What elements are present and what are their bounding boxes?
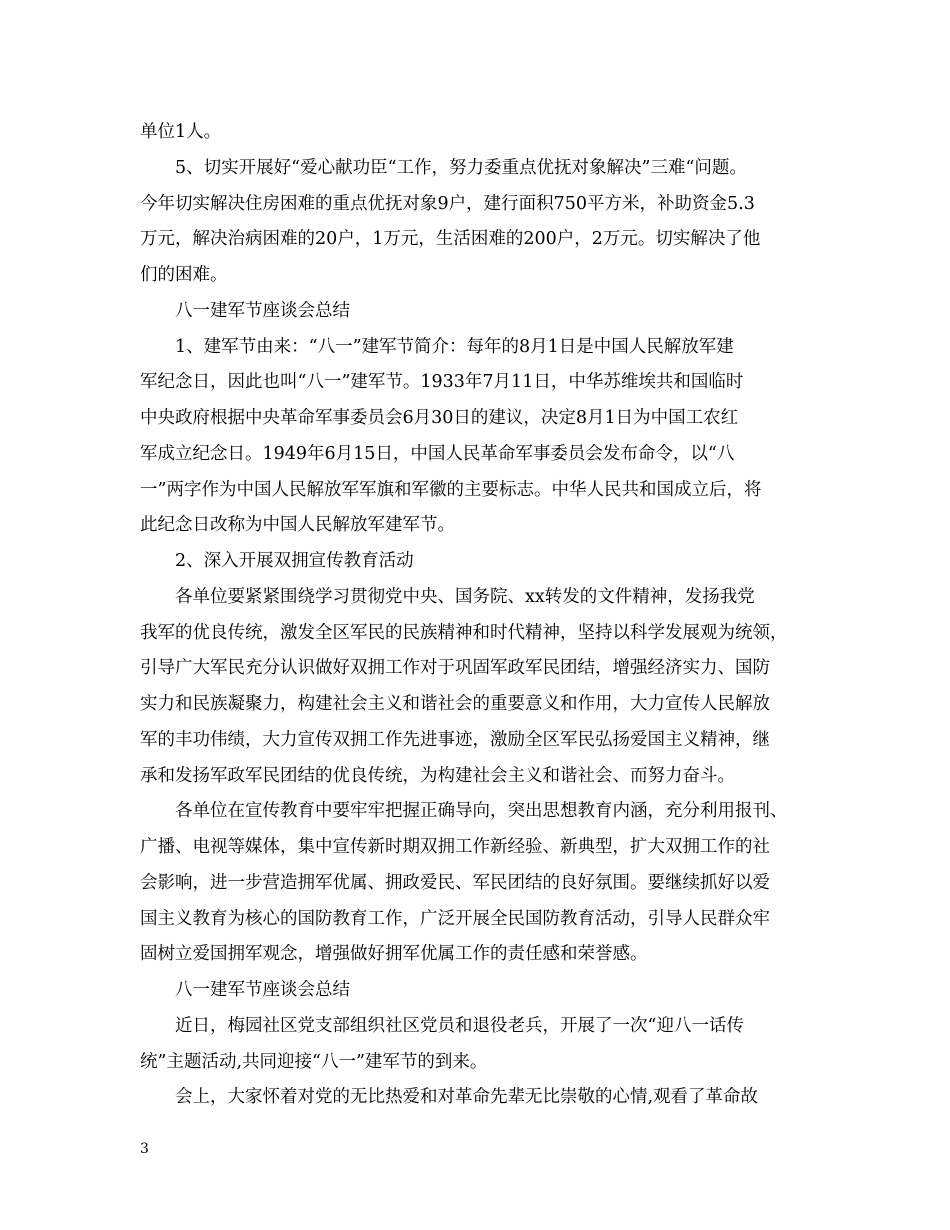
text-line: 实力和民族凝聚力，构建社会主义和谐社会的重要意义和作用，大力宣传人民解放 <box>140 694 770 714</box>
text-line: 单位1人。 <box>140 122 222 142</box>
text-line: 固树立爱国拥军观念，增强做好拥军优属工作的责任感和荣誉感。 <box>140 944 648 965</box>
text-line: 国主义教育为核心的国防教育工作，广泛开展全民国防教育活动，引导人民群众牢 <box>140 908 770 929</box>
text-line: 此纪念日改称为中国人民解放军建军节。 <box>140 515 455 536</box>
text-line: 会影响，进一步营造拥军优属、拥政爱民、军民团结的良好氛围。要继续抓好以爱 <box>140 872 770 893</box>
text-line: 万元，解决治病困难的20户，1万元，生活困难的200户，2万元。切实解决了他 <box>140 229 761 250</box>
text-line: 统”主题活动,共同迎接“八一”建军节的到来。 <box>140 1051 488 1072</box>
text-line: 2、深入开展双拥宣传教育活动 <box>175 551 414 571</box>
text-line: 各单位要紧紧围绕学习贯彻党中央、国务院、xx转发的文件精神，发扬我党 <box>175 586 755 607</box>
text-line: 我军的优良传统，激发全区军民的民族精神和时代精神，坚持以科学发展观为统领， <box>140 622 788 643</box>
text-line: 一”两字作为中国人民解放军军旗和军徽的主要标志。中华人民共和国成立后，将 <box>140 479 762 500</box>
text-line: 八一建军节座谈会总结 <box>175 980 350 1000</box>
text-line: 军的丰功伟绩，大力宣传双拥工作先进事迹，激励全区军民弘扬爱国主义精神，继 <box>140 729 770 750</box>
text-line: 承和发扬军政军民团结的优良传统，为构建社会主义和谐社会、而努力奋斗。 <box>140 765 735 786</box>
text-line: 八一建军节座谈会总结 <box>175 300 350 321</box>
text-line: 近日，梅园社区党支部组织社区党员和退役老兵，开展了一次“迎八一话传 <box>175 1015 744 1036</box>
text-line: 引导广大军民充分认识做好双拥工作对于巩固军政军民团结，增强经济实力、国防 <box>140 658 770 679</box>
text-line: 军纪念日，因此也叫“八一”建军节。1933年7月11日，中华苏维埃共和国临时 <box>140 372 744 393</box>
text-line: 们的困难。 <box>140 265 228 285</box>
text-line: 5、切实开展好“爱心献功臣“工作，努力委重点优抚对象解决”三难“问题。 <box>175 157 747 178</box>
text-line: 今年切实解决住房困难的重点优抚对象9户，建行面积750平方米，补助资金5.3 <box>140 193 755 214</box>
text-line: 中央政府根据中央革命军事委员会6月30日的建议，决定8月1日为中国工农红 <box>140 408 739 428</box>
document-body <box>140 115 812 1116</box>
page-number: 3 <box>140 1141 149 1157</box>
text-line: 会上，大家怀着对党的无比热爱和对革命先辈无比崇敬的心情,观看了革命故 <box>175 1087 759 1108</box>
text-line: 1、建军节由来：“八一”建军节简介：每年的8月1日是中国人民解放军建 <box>175 336 734 357</box>
text-line: 军成立纪念日。1949年6月15日，中国人民革命军事委员会发布命令，以“八 <box>140 443 735 464</box>
text-line: 广播、电视等媒体，集中宣传新时期双拥工作新经验、新典型，扩大双拥工作的社 <box>140 837 770 857</box>
text-line: 各单位在宣传教育中要牢牢把握正确导向，突出思想教育内涵，充分利用报刊、 <box>175 801 788 822</box>
